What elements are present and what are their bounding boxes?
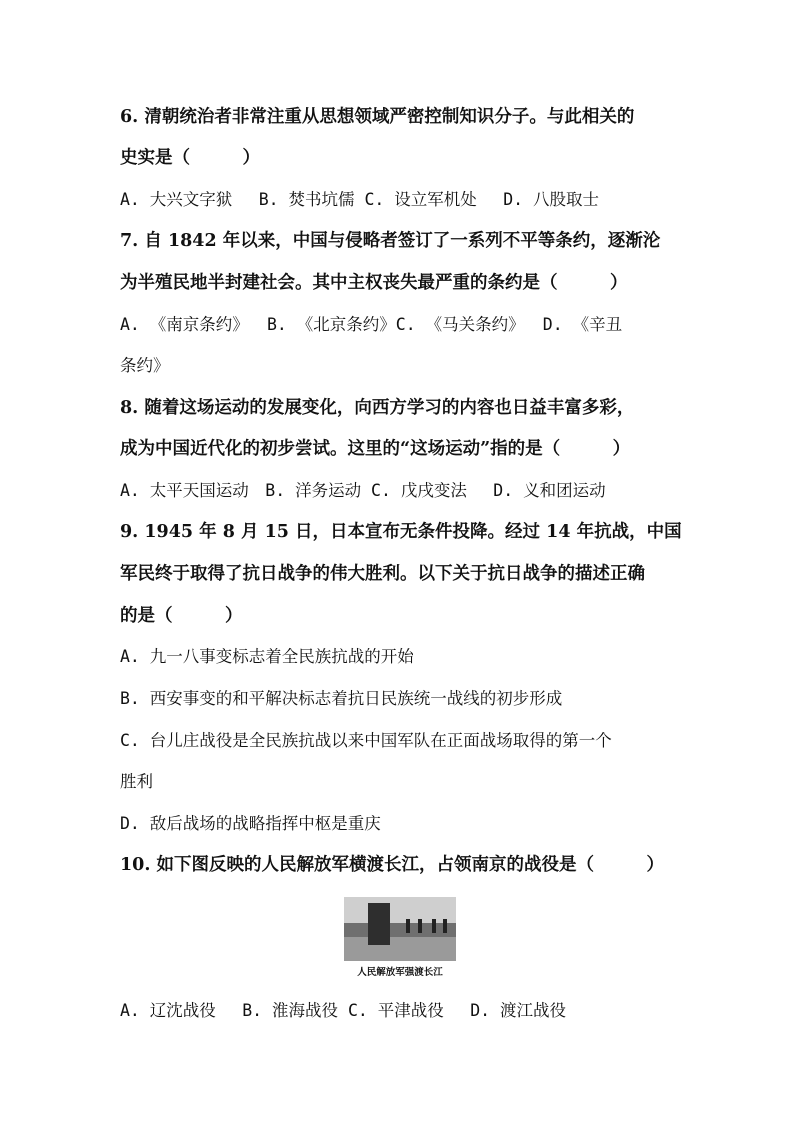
q9-stem-line3: 的是（ ） xyxy=(120,606,243,626)
q9-stem-line1: 9. 1945 年 8 月 15 日，日本宣布无条件投降。经过 14 年抗战，中国 xyxy=(120,522,682,542)
q8-stem-line1: 8. 随着这场运动的发展变化，向西方学习的内容也日益丰富多彩， xyxy=(120,398,635,418)
q8-options: A. 太平天国运动 B. 洋务运动 C. 戊戌变法 D. 义和团运动 xyxy=(120,481,606,500)
q9-option-b: B. 西安事变的和平解决标志着抗日民族统一战线的初步形成 xyxy=(120,689,563,708)
river-crossing-photo xyxy=(344,897,456,961)
q7-options-line2: 条约》 xyxy=(120,356,170,375)
q10-stem: 10. 如下图反映的人民解放军横渡长江，占领南京的战役是（ ） xyxy=(120,855,665,875)
q7-stem-line1: 7. 自 1842 年以来，中国与侵略者签订了一系列不平等条约，逐渐沦 xyxy=(120,231,661,251)
figure-caption: 人民解放军强渡长江 xyxy=(357,967,443,978)
q7-stem-line2: 为半殖民地半封建社会。其中主权丧失最严重的条约是（ ） xyxy=(120,273,628,293)
q6-stem-line2: 史实是（ ） xyxy=(120,148,260,168)
q6-options: A. 大兴文字狱 B. 焚书坑儒 C. 设立军机处 D. 八股取士 xyxy=(120,190,600,209)
q9-option-a: A. 九一八事变标志着全民族抗战的开始 xyxy=(120,647,414,666)
q8-stem-line2: 成为中国近代化的初步尝试。这里的“这场运动”指的是（ ） xyxy=(120,439,631,459)
q9-option-c-line2: 胜利 xyxy=(120,772,153,791)
q9-stem-line2: 军民终于取得了抗日战争的伟大胜利。以下关于抗日战争的描述正确 xyxy=(120,564,645,584)
monument-shape xyxy=(368,903,390,945)
q10-options: A. 辽沈战役 B. 淮海战役 C. 平津战役 D. 渡江战役 xyxy=(120,1001,567,1020)
q10-figure xyxy=(344,897,456,978)
q9-option-c-line1: C. 台儿庄战役是全民族抗战以来中国军队在正面战场取得的第一个 xyxy=(120,731,612,750)
q6-stem-line1: 6. 清朝统治者非常注重从思想领域严密控制知识分子。与此相关的 xyxy=(120,107,635,127)
q7-options-line1: A. 《南京条约》 B. 《北京条约》C. 《马关条约》 D. 《辛丑 xyxy=(120,315,623,334)
q9-option-d: D. 敌后战场的战略指挥中枢是重庆 xyxy=(120,814,381,833)
